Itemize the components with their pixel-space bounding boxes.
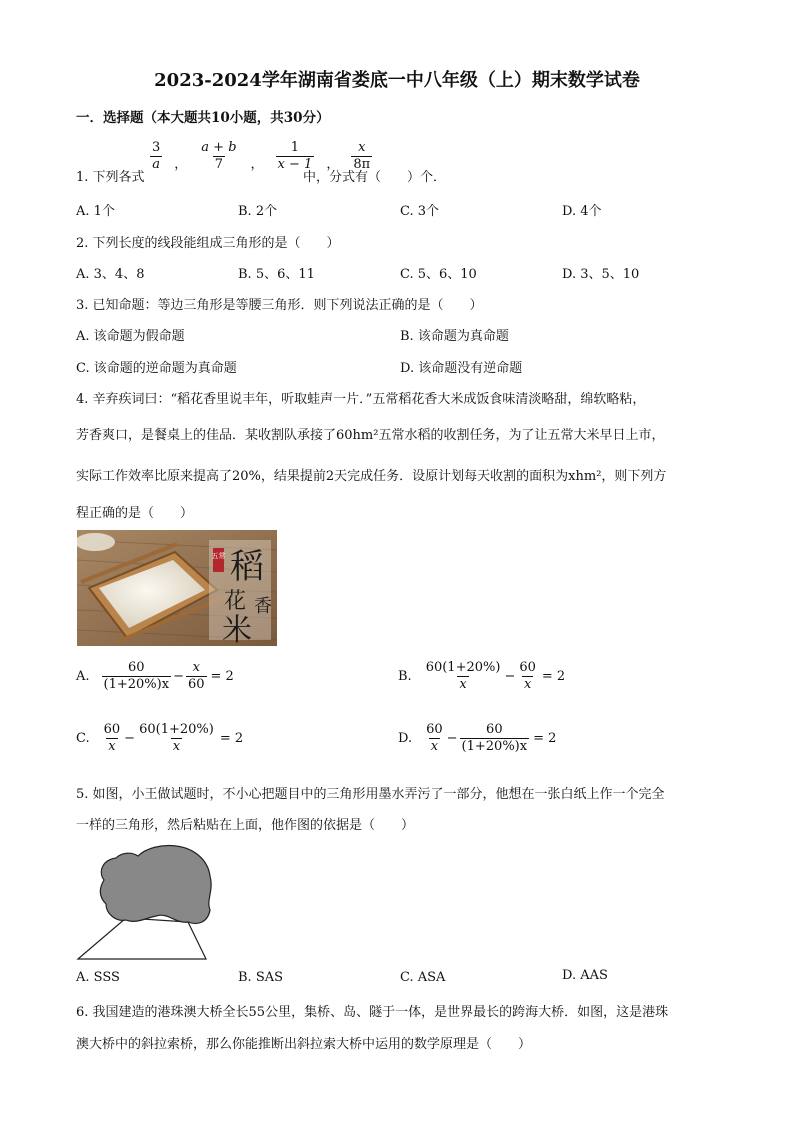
- q1-stem-prefix: 1. 下列各式: [76, 170, 145, 185]
- q2-option-d: D. 3、5、10: [562, 267, 640, 282]
- q6-line-2: 澳大桥中的斜拉索桥，那么你能推断出斜拉索大桥中运用的数学原理是（ ）: [76, 1037, 532, 1052]
- q5-option-d: D. AAS: [562, 968, 608, 983]
- calligraphy-char: 稻: [230, 547, 264, 587]
- q4-line-4: 程正确的是（ ）: [76, 506, 194, 521]
- page-title: 2023-2024学年湖南省娄底一中八年级（上）期末数学试卷: [154, 70, 640, 91]
- rice-photo: [77, 530, 277, 646]
- q4-option-b: B. $\frac{60(1+20\%)}{x}$ − $\frac{60}{x}$ = 2: [398, 660, 566, 692]
- q1-frac-2: $\frac{a + b}{7}$: [201, 140, 237, 172]
- q3-option-d: D. 该命题没有逆命题: [400, 361, 523, 376]
- q1-stem-suffix: 中，分式有（ ）个．: [303, 170, 447, 185]
- q1-option-a: A. 1个: [76, 204, 115, 219]
- q1-frac-4: $\frac{x}{8\pi}$: [353, 140, 371, 172]
- q4-line-3: 实际工作效率比原来提高了20%，结果提前2天完成任务．设原计划每天收割的面积为xhm²，则下列方: [76, 469, 667, 484]
- q1-sep: ，: [174, 157, 188, 173]
- q5-option-b: B. SAS: [238, 970, 284, 985]
- q1-option-b: B. 2个: [238, 204, 278, 219]
- q1-frac-3: $\frac{1}{x - 1}$: [277, 140, 313, 172]
- q2-option-c: C. 5、6、10: [400, 267, 477, 282]
- section-heading: 一．选择题（本大题共10小题，共30分）: [76, 110, 330, 126]
- q2-stem: 2. 下列长度的线段能组成三角形的是（ ）: [76, 236, 340, 251]
- q1-option-c: C. 3个: [400, 204, 440, 219]
- q4-line-1: 4. 辛弃疾词曰：“稻花香里说丰年，听取蛙声一片．”五常稻花香大米成饭食味清淡略甜，绵软略粘，: [76, 392, 646, 407]
- q2-option-a: A. 3、4、8: [76, 267, 145, 282]
- q1-sep: ，: [326, 157, 340, 173]
- q2-option-b: B. 5、6、11: [238, 267, 315, 282]
- q4-option-a: A. $\frac{60}{(1+20\%)x}$ − $\frac{x}{60}$ = 2: [76, 660, 234, 692]
- q5-line-2: 一样的三角形，然后粘贴在上面，他作图的依据是（ ）: [76, 818, 415, 833]
- q1-sep: ，: [250, 157, 264, 173]
- q3-stem: 3. 已知命题：等边三角形是等腰三角形．则下列说法正确的是（ ）: [76, 298, 483, 313]
- q1-frac-1: $\frac{3}{a}$: [152, 140, 161, 172]
- q4-line-2: 芳香爽口，是餐桌上的佳品．某收割队承接了60hm²五常水稻的收割任务，为了让五常大米早日上市，: [76, 428, 665, 443]
- q4-option-c: C. $\frac{60}{x}$ − $\frac{60(1+20\%)}{x}$ = 2: [76, 722, 244, 754]
- q3-option-a: A. 该命题为假命题: [76, 329, 185, 344]
- q3-option-b: B. 该命题为真命题: [400, 329, 509, 344]
- q5-option-c: C. ASA: [400, 970, 446, 985]
- q5-option-a: A. SSS: [76, 970, 120, 985]
- calligraphy-char: 花: [223, 589, 247, 614]
- calligraphy-char: 香: [254, 596, 272, 617]
- calligraphy-char: 米: [222, 613, 252, 646]
- q6-line-1: 6. 我国建造的港珠澳大桥全长55公里，集桥、岛、隧于一体，是世界最长的跨海大桥．如图，这是港珠: [76, 1005, 669, 1020]
- q3-option-c: C. 该命题的逆命题为真命题: [76, 361, 237, 376]
- inked-triangle-figure: [76, 842, 216, 964]
- q5-line-1: 5. 如图，小王做试题时，不小心把题目中的三角形用墨水弄污了一部分，他想在一张白纸上作一个完全: [76, 787, 665, 802]
- q4-option-d: D. $\frac{60}{x}$ − $\frac{60}{(1+20\%)x}$ = 2: [398, 722, 557, 754]
- seal-text: 五常: [211, 552, 226, 560]
- q1-option-d: D. 4个: [562, 204, 602, 219]
